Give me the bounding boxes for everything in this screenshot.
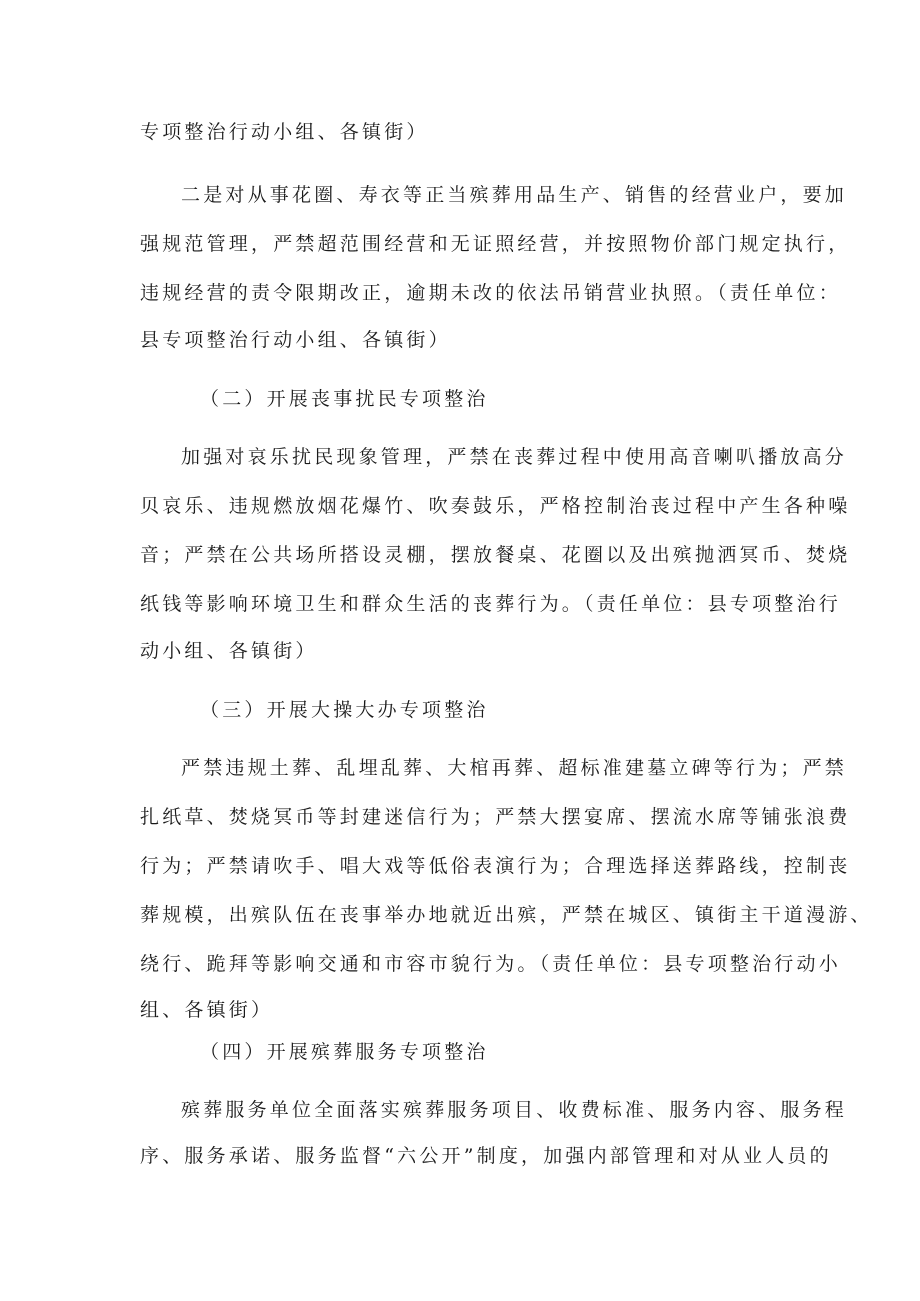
paragraph-line: 音；严禁在公共场所搭设灵棚，摆放餐桌、花圈以及出殡抛洒冥币、焚烧 [140, 544, 851, 566]
section-heading: （二）开展丧事扰民专项整治 [200, 388, 489, 410]
section-heading: （三）开展大操大办专项整治 [200, 699, 489, 721]
paragraph-line: 纸钱等影响环境卫生和群众生活的丧葬行为。（责任单位：县专项整治行 [140, 593, 841, 615]
paragraph-line: 加强对哀乐扰民现象管理，严禁在丧葬过程中使用高音喇叭播放高分 [181, 446, 848, 468]
paragraph-line: 殡葬服务单位全面落实殡葬服务项目、收费标准、服务内容、服务程 [181, 1099, 848, 1121]
paragraph-line: 动小组、各镇街） [140, 640, 318, 662]
paragraph-line: 县专项整治行动小组、各镇街） [140, 329, 451, 351]
paragraph-line: 序、服务承诺、服务监督“六公开”制度，加强内部管理和对从业人员的 [140, 1145, 832, 1167]
paragraph-line: 强规范管理，严禁超范围经营和无证照经营，并按照物价部门规定执行， [140, 233, 851, 255]
paragraph-line: 二是对从事花圈、寿衣等正当殡葬用品生产、销售的经营业户，要加 [181, 184, 848, 206]
paragraph-line: 违规经营的责令限期改正，逾期未改的依法吊销营业执照。（责任单位： [140, 282, 841, 304]
paragraph-line: 组、各镇街） [140, 999, 274, 1021]
section-heading: （四）开展殡葬服务专项整治 [200, 1041, 489, 1063]
paragraph-line: 扎纸草、焚烧冥币等封建迷信行为；严禁大摆宴席、摆流水席等铺张浪费 [140, 806, 851, 828]
paragraph-line: 贝哀乐、违规燃放烟花爆竹、吹奏鼓乐，严格控制治丧过程中产生各种噪 [140, 495, 851, 517]
paragraph-line: 专项整治行动小组、各镇街） [140, 121, 429, 143]
paragraph-line: 严禁违规土葬、乱埋乱葬、大棺再葬、超标准建墓立碑等行为；严禁 [181, 757, 848, 779]
paragraph-line: 绕行、跪拜等影响交通和市容市貌行为。（责任单位：县专项整治行动小 [140, 953, 841, 975]
paragraph-line: 行为；严禁请吹手、唱大戏等低俗表演行为；合理选择送葬路线，控制丧 [140, 855, 851, 877]
paragraph-line: 葬规模，出殡队伍在丧事举办地就近出殡，严禁在城区、镇街主干道漫游、 [140, 904, 873, 926]
